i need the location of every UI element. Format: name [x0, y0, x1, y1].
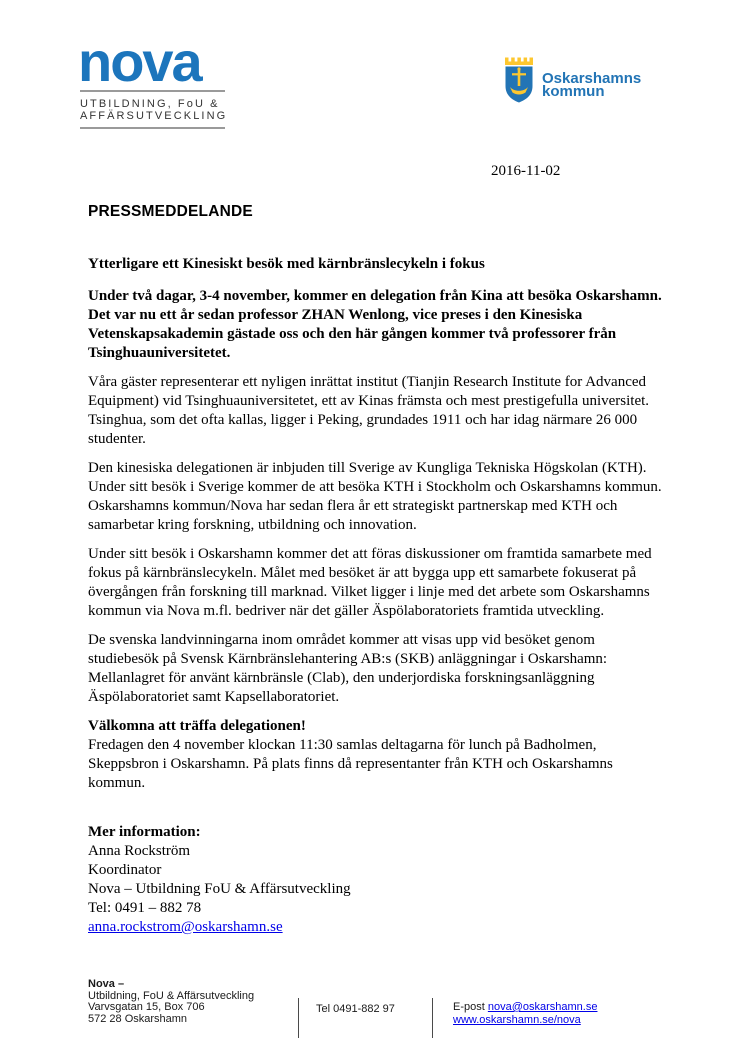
- footer-org-line: 572 28 Oskarshamn: [88, 1012, 188, 1025]
- footer-divider: [298, 998, 299, 1038]
- contact-organisation: Nova – Utbildning FoU & Affärsutveckling: [88, 881, 351, 897]
- lead-paragraph: Under två dagar, 3-4 november, kommer en delegation från Kina att besöka Oskarshamn. Det var nu ett år sedan professor ZHAN Wenlong, vice preses i den Kinesiska Vetenskapsakademin gästade oss och den här gången kommer två professorer från Tsinghuauniversitetet.: [88, 288, 662, 361]
- footer-links-block: [453, 1001, 597, 1026]
- press-release-label: PRESSMEDDELANDE: [88, 203, 253, 220]
- footer-email-label: E-post: [453, 1001, 488, 1013]
- contact-role: Koordinator: [88, 862, 162, 878]
- nova-logo: [78, 30, 228, 129]
- body-paragraph: Den kinesiska delegationen är inbjuden till Sverige av Kungliga Tekniska Högskolan (KTH). Under sitt besök i Sverige kommer de att besöka KTH i Stockholm och Oskarshamns kommun. Oskarshamns kommun/Nova har sedan flera år ett strategiskt partnerskap med KTH och samarbetar kring forskning, utbildning och innovation.: [88, 460, 662, 533]
- invitation-text: Fredagen den 4 november klockan 11:30 samlas deltagarna för lunch på Badholmen, Skeppsbron i Oskarshamn. På plats finns då representanter från KTH och Oskarshamns kommun.: [88, 737, 613, 791]
- kommun-wordmark-line2: kommun: [542, 83, 605, 100]
- document-body: [88, 255, 668, 937]
- footer-org-line: Utbildning, FoU & Affärsutveckling: [88, 989, 255, 1002]
- headline: Ytterligare ett Kinesiskt besök med kärnbränslecykeln i fokus: [88, 256, 485, 272]
- contact-email-link[interactable]: anna.rockstrom@oskarshamn.se: [88, 919, 283, 935]
- nova-logo-rule-bottom: [80, 127, 225, 129]
- body-paragraph: De svenska landvinningarna inom området kommer att visas upp vid besöket genom studiebesök på Svensk Kärnbränslehantering AB:s (SKB) anläggningar i Oskarshamn: Mellanlagret för använt kärnbränsle (Clab), den underjordiska forskningsanläggning Äspölaboratoriet samt Kapsellaboratoriet.: [88, 632, 608, 705]
- contact-heading: Mer information:: [88, 824, 201, 840]
- nova-logo-subtitle-line1: UTBILDNING, FoU &: [80, 98, 220, 110]
- footer-website-link[interactable]: www.oskarshamn.se/nova: [453, 1013, 581, 1026]
- nova-wordmark: nova: [78, 30, 201, 93]
- oskarshamn-kommun-logo: [504, 57, 641, 103]
- footer-address-block: [88, 979, 254, 1025]
- contact-phone: Tel: 0491 – 882 78: [88, 900, 202, 916]
- kommun-wordmark-line1: Oskarshamns: [542, 70, 642, 87]
- invitation-heading: Välkomna att träffa delegationen!: [88, 718, 306, 734]
- footer-divider: [432, 998, 433, 1038]
- footer-email-link[interactable]: nova@oskarshamn.se: [487, 1001, 598, 1013]
- body-paragraph: Våra gäster representerar ett nyligen inrättat institut (Tianjin Research Institute for Advanced Equipment) vid Tsinghuauniversitetet, ett av Kinas främsta och mest prestigefulla universitet. Tsinghua, som det ofta kallas, ligger i Peking, grundades 1911 och har idag närmare 26 000 studenter.: [88, 374, 650, 447]
- contact-name: Anna Rockström: [88, 843, 191, 859]
- document-date: 2016-11-02: [491, 163, 561, 179]
- kommun-wordmark: [542, 72, 641, 103]
- footer-org-name: Nova –: [88, 978, 125, 990]
- oskarshamn-coat-of-arms-icon: [504, 57, 534, 103]
- footer-org-line: Varvsgatan 15, Box 706: [88, 1001, 205, 1013]
- nova-logo-subtitle-line2: AFFÄRSUTVECKLING: [80, 110, 228, 122]
- contact-block: [88, 823, 668, 937]
- body-paragraph: Under sitt besök i Oskarshamn kommer det att föras diskussioner om framtida samarbete med fokus på kärnbränslecykeln. Målet med besöket är att bygga upp ett samarbete fokuserat på övergången från forskning till marknad. Vilket ligger i linje med det arbete som Oskarshamns kommun via Nova m.fl. bedriver när det gäller Äspölaboratoriets framtida utveckling.: [88, 546, 652, 619]
- footer-phone: Tel 0491-882 97: [316, 1003, 395, 1015]
